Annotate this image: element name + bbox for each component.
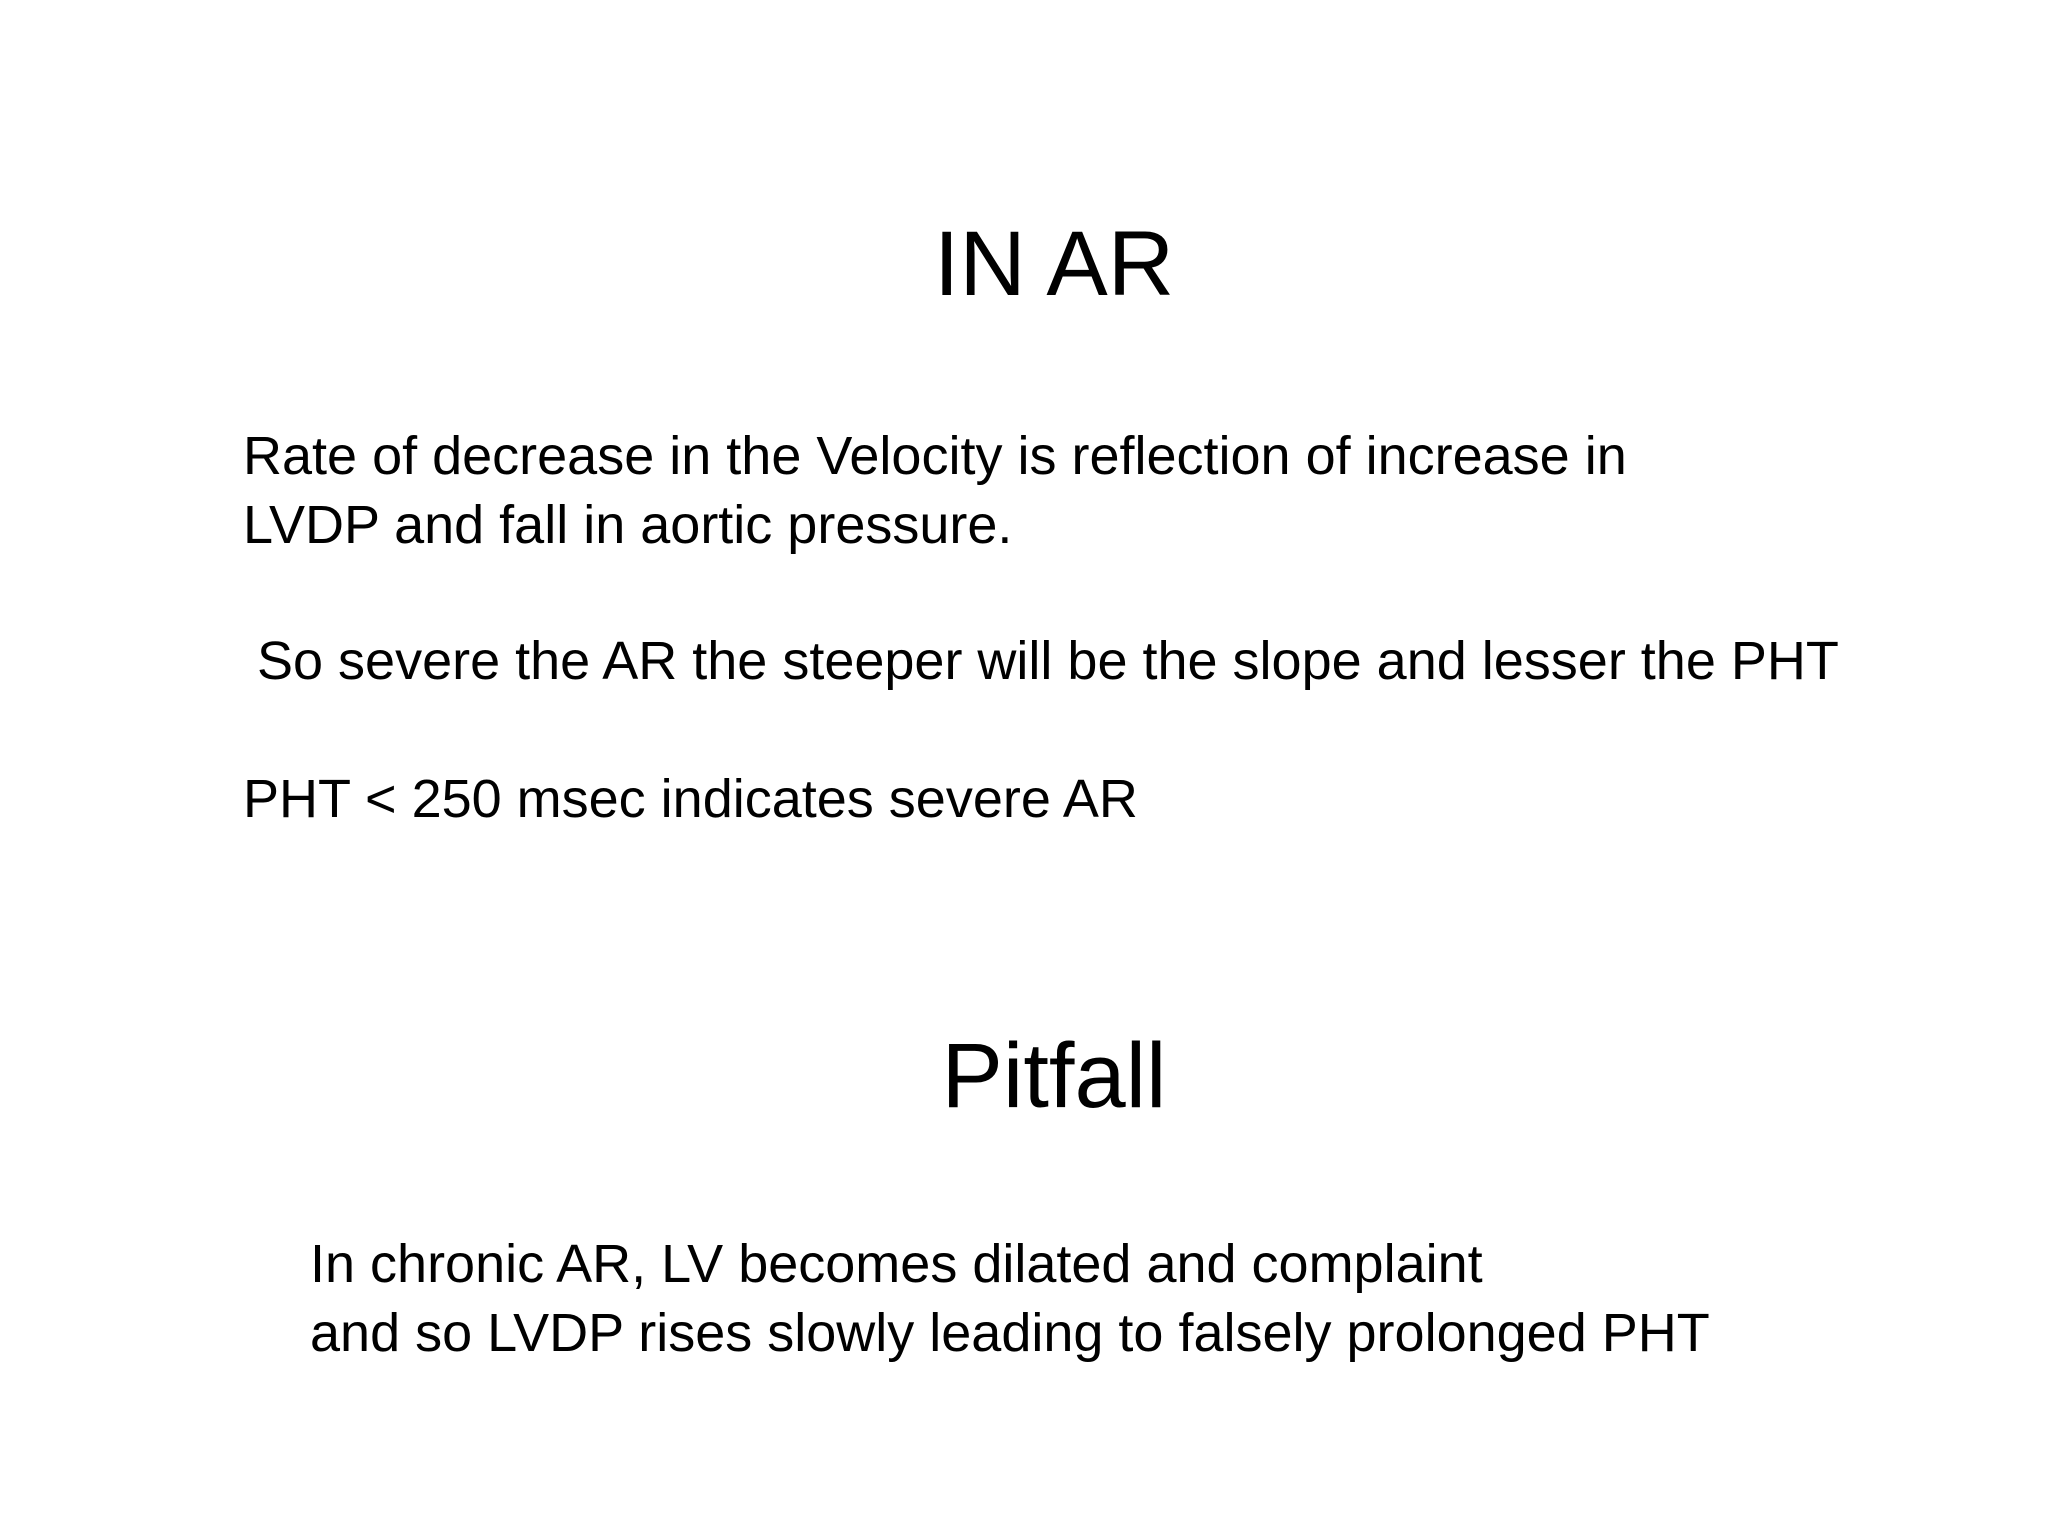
pitfall-line-1: In chronic AR, LV becomes dilated and complaint xyxy=(310,1234,1483,1294)
pitfall-line-2: and so LVDP rises slowly leading to falsely prolonged PHT xyxy=(310,1303,1710,1363)
body-paragraph-rate-line-2: LVDP and fall in aortic pressure. xyxy=(243,495,1013,555)
pitfall-paragraph xyxy=(310,1230,1710,1368)
body-paragraph-threshold: PHT < 250 msec indicates severe AR xyxy=(243,769,1138,829)
section-heading-pitfall: Pitfall xyxy=(941,1025,1167,1127)
body-paragraph-rate-line-1: Rate of decrease in the Velocity is reflection of increase in xyxy=(243,426,1627,486)
body-paragraph-slope: So severe the AR the steeper will be the slope and lesser the PHT xyxy=(257,631,1839,691)
slide-title: IN AR xyxy=(933,213,1175,315)
body-paragraph-rate xyxy=(243,422,1627,560)
